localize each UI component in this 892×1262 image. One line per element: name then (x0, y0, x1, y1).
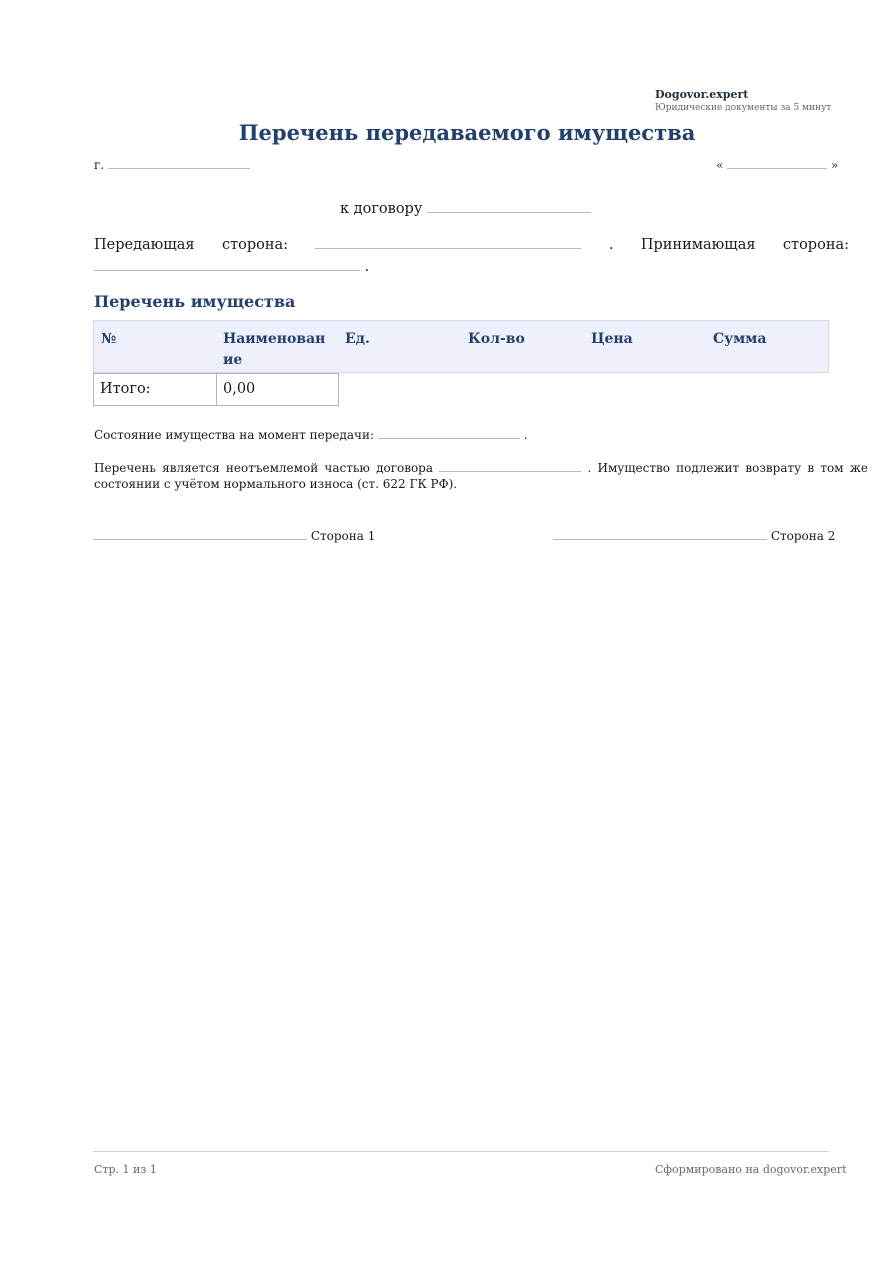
col-name: Наименование (223, 331, 326, 368)
condition-line (94, 426, 528, 442)
signature-2-label: Сторона 2 (770, 529, 836, 543)
signature-party-1 (93, 527, 375, 543)
contract-label: к договору (340, 201, 423, 217)
receiving-party-blank[interactable] (94, 258, 360, 271)
contract-blank[interactable] (427, 200, 591, 213)
total-label: Итого: (93, 373, 217, 406)
signature-2-blank[interactable] (553, 527, 767, 540)
footer-divider (93, 1151, 829, 1152)
date-close-quote: » (831, 158, 839, 172)
note-part-2: . Имущество подлежит возврату в том же состоянии с учётом нормального износа (ст. 622 ГК РФ). (94, 461, 868, 491)
city-field (94, 156, 250, 172)
note-part-1: Перечень является неотъемлемой частью договора (94, 461, 434, 475)
note-paragraph (94, 459, 868, 492)
brand-tagline: Юридические документы за 5 минут (655, 103, 832, 113)
city-blank[interactable] (108, 156, 250, 169)
total-value: 0,00 (216, 373, 339, 406)
parties-end: . (364, 259, 370, 275)
date-blank[interactable] (727, 156, 827, 169)
date-field (716, 156, 838, 172)
generated-note: Сформировано на dogovor.expert (655, 1163, 847, 1176)
table-header (93, 320, 829, 373)
city-prefix: г. (94, 158, 105, 172)
col-unit: Ед. (345, 331, 370, 347)
brand-name: Dogovor.expert (655, 88, 749, 101)
receiving-party-label: Принимающая сторона: (640, 237, 850, 253)
brand-block (655, 88, 831, 113)
condition-end: . (523, 428, 528, 442)
transferring-party-blank[interactable] (315, 236, 581, 249)
parties-line-2 (94, 258, 369, 275)
col-number: № (101, 331, 117, 347)
document-title: Перечень передаваемого имущества (238, 120, 696, 145)
signature-party-2 (553, 527, 835, 543)
section-title: Перечень имущества (94, 292, 296, 311)
contract-reference (340, 200, 591, 217)
col-quantity: Кол-во (468, 331, 525, 347)
signature-1-label: Сторона 1 (310, 529, 376, 543)
signature-1-blank[interactable] (93, 527, 307, 540)
date-open-quote: « (716, 158, 724, 172)
parties-line (94, 236, 849, 253)
col-price: Цена (591, 331, 633, 347)
condition-blank[interactable] (378, 426, 520, 439)
parties-separator: . (608, 237, 614, 253)
note-contract-blank[interactable] (439, 459, 581, 472)
condition-label: Состояние имущества на момент передачи: (94, 428, 375, 442)
col-sum: Сумма (713, 331, 767, 347)
page-number: Стр. 1 из 1 (94, 1163, 157, 1176)
transferring-party-label: Передающая сторона: (94, 237, 289, 253)
